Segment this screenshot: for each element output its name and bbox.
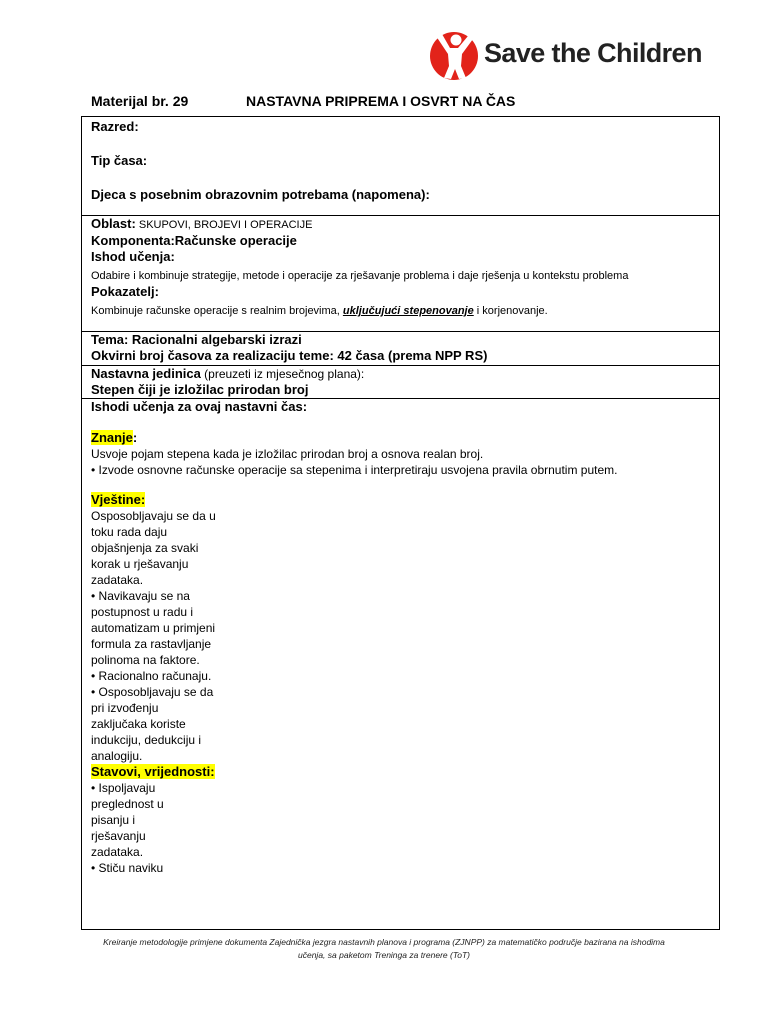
footer-note: Kreiranje metodologije primjene dokumenta Zajednička jezgra nastavnih planova i programa (ZJNPP) za matematičko područje bazirana na ishodima učenja, sa paketom Treninga za trenere (ToT) xyxy=(103,937,665,960)
znanje-item-1: Usvoje pojam stepena kada je izložilac prirodan broj a osnova realan broj. xyxy=(91,447,484,461)
ishod-text: Odabire i kombinuje strategije, metode i operacije za rješavanje problema i daje rješenja u kontekstu problema xyxy=(91,270,629,282)
material-number: Materijal br. 29 xyxy=(91,93,189,109)
pokazatelj-text xyxy=(91,303,719,319)
komponenta-text: Komponenta:Računske operacije xyxy=(91,233,297,248)
jedinica-note: (preuzeti iz mjesečnog plana): xyxy=(200,367,365,381)
jedinica-value: Stepen čiji je izložilac prirodan broj xyxy=(91,382,309,397)
ishod-label: Ishod učenja: xyxy=(91,249,175,264)
section-class-info xyxy=(81,116,720,216)
vjestine-label: Vještine: xyxy=(91,492,146,507)
pokazatelj-emphasis: uključujući stepenovanje xyxy=(342,305,474,317)
stavovi-label: Stavovi, vrijednosti: xyxy=(91,764,215,779)
section-area xyxy=(81,216,720,332)
save-the-children-logo xyxy=(428,26,702,82)
okvirni-text: Okvirni broj časova za realizaciju teme: 42 časa (prema NPP RS) xyxy=(91,348,488,363)
znanje-row xyxy=(91,430,719,446)
znanje-label: Znanje xyxy=(91,430,133,445)
tip-casa-label: Tip časa: xyxy=(91,153,148,168)
vjestine-text: Osposobljavaju se da u toku rada daju objašnjenja za svaki korak u rješavanju zadataka. • Navikavaju se na postupnost u radu i automatizam u primjeni formula za rastavljanje polinoma na faktore. • Racionalno računaju. • Osposobljavaju se da pri izvođenju zaključaka koriste indukciju, dedukciju i analogiju. xyxy=(91,509,216,763)
logo-text: Save the Children xyxy=(484,38,702,68)
section-outcomes xyxy=(81,399,720,930)
special-needs-label: Djeca s posebnim obrazovnim potrebama (napomena): xyxy=(91,187,430,202)
pokazatelj-label: Pokazatelj: xyxy=(91,284,159,299)
jedinica-row xyxy=(91,366,719,382)
child-figure-icon xyxy=(428,26,480,82)
section-topic xyxy=(81,332,720,366)
section-unit xyxy=(81,366,720,399)
znanje-colon: : xyxy=(132,430,138,445)
oblast-row xyxy=(91,216,719,233)
outcomes-heading: Ishodi učenja za ovaj nastavni čas: xyxy=(91,399,308,414)
pokazatelj-pre: Kombinuje računske operacije s realnim brojevima, xyxy=(91,305,343,317)
znanje-item-2: • Izvode osnovne računske operacije sa stepenima i interpretiraju usvojena pravila obrnutim putem. xyxy=(91,463,618,477)
tema-text: Tema: Racionalni algebarski izrazi xyxy=(91,332,302,347)
document-title: NASTAVNA PRIPREMA I OSVRT NA ČAS xyxy=(246,93,516,109)
stavovi-text: • Ispoljavaju preglednost u pisanju i rješavanju zadataka. • Stiču naviku xyxy=(91,781,164,875)
oblast-value: SKUPOVI, BROJEVI I OPERACIJE xyxy=(135,219,313,231)
oblast-label: Oblast: xyxy=(91,216,136,231)
pokazatelj-post: i korjenovanje. xyxy=(473,305,548,317)
razred-label: Razred: xyxy=(91,119,139,134)
jedinica-label: Nastavna jedinica xyxy=(91,366,201,381)
